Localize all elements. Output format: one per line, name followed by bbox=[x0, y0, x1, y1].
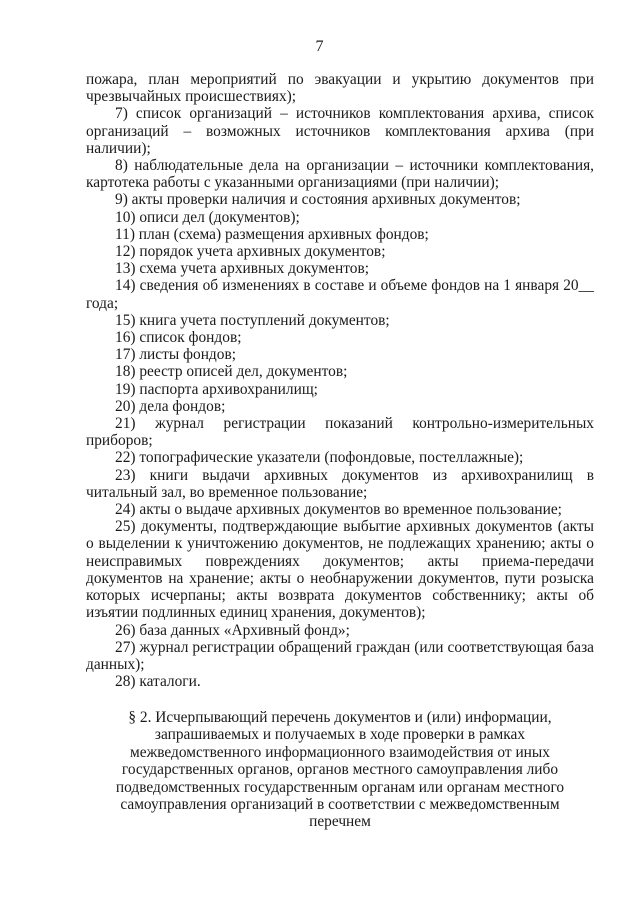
section-heading-block bbox=[110, 709, 570, 831]
list-item: 14) сведения об изменениях в составе и объеме фондов на 1 января 20__ года; bbox=[86, 277, 594, 312]
list-item: 18) реестр описей дел, документов; bbox=[115, 363, 348, 381]
list-item: 24) акты о выдаче архивных документов во временное пользование; bbox=[115, 501, 562, 519]
list-item: 20) дела фондов; bbox=[115, 397, 226, 415]
list-item: 16) список фондов; bbox=[115, 329, 242, 347]
list-item: 27) журнал регистрации обращений граждан (или соответствующая база данных); bbox=[86, 638, 594, 673]
list-item: 7) список организаций – источников комплектования архива, список организаций – возможных источников комплектования архива (при наличии); bbox=[86, 105, 594, 157]
lead-paragraph: пожара, план мероприятий по эвакуации и укрытию документов при чрезвычайных происшествиях); bbox=[86, 71, 594, 106]
list-item: 10) описи дел (документов); bbox=[115, 208, 300, 226]
list-item: 17) листы фондов; bbox=[115, 346, 236, 364]
list-item: 11) план (схема) размещения архивных фондов; bbox=[115, 225, 429, 243]
list-item: 15) книга учета поступлений документов; bbox=[115, 311, 390, 329]
section-heading: § 2. Исчерпывающий перечень документов и (или) информации, запрашиваемых и получаемых в ходе проверки в рамках межведомственного информационного взаимодействия от иных государственных органов, органов местного самоуправления либо подведомственных государственным органам или органам местного самоуправления организаций в соответствии с межведомственным перечнем bbox=[115, 709, 565, 831]
list-item: 22) топографические указатели (пофондовые, постеллажные); bbox=[115, 449, 524, 467]
list-item: 21) журнал регистрации показаний контрольно-измерительных приборов; bbox=[86, 415, 594, 450]
list-item: 26) база данных «Архивный фонд»; bbox=[115, 621, 350, 639]
list-item: 19) паспорта архивохранилищ; bbox=[115, 380, 318, 398]
list-item: 9) акты проверки наличия и состояния архивных документов; bbox=[115, 191, 521, 209]
list-item: 13) схема учета архивных документов; bbox=[115, 260, 369, 278]
list-item: 8) наблюдательные дела на организации – источники комплектования, картотека работы с указанными организациями (при наличии); bbox=[86, 157, 594, 192]
list-item: 12) порядок учета архивных документов; bbox=[115, 243, 386, 261]
list-item: 23) книги выдачи архивных документов из архивохранилищ в читальный зал, во временное пользование; bbox=[86, 466, 594, 501]
document-body bbox=[86, 71, 594, 690]
list-item: 25) документы, подтверждающие выбытие архивных документов (акты о выделении к уничтожению документов, не подлежащих хранению; акты о неисправимых повреждениях документов; акты приема-передачи документов на хранение; акты о необнаружении документов, пути розыска которых исчерпаны; акты возврата документов собственнику; акты об изъятии подлинных единиц хранения, документов); bbox=[86, 518, 594, 622]
list-item: 28) каталоги. bbox=[115, 673, 201, 691]
page-number: 7 bbox=[315, 38, 324, 55]
